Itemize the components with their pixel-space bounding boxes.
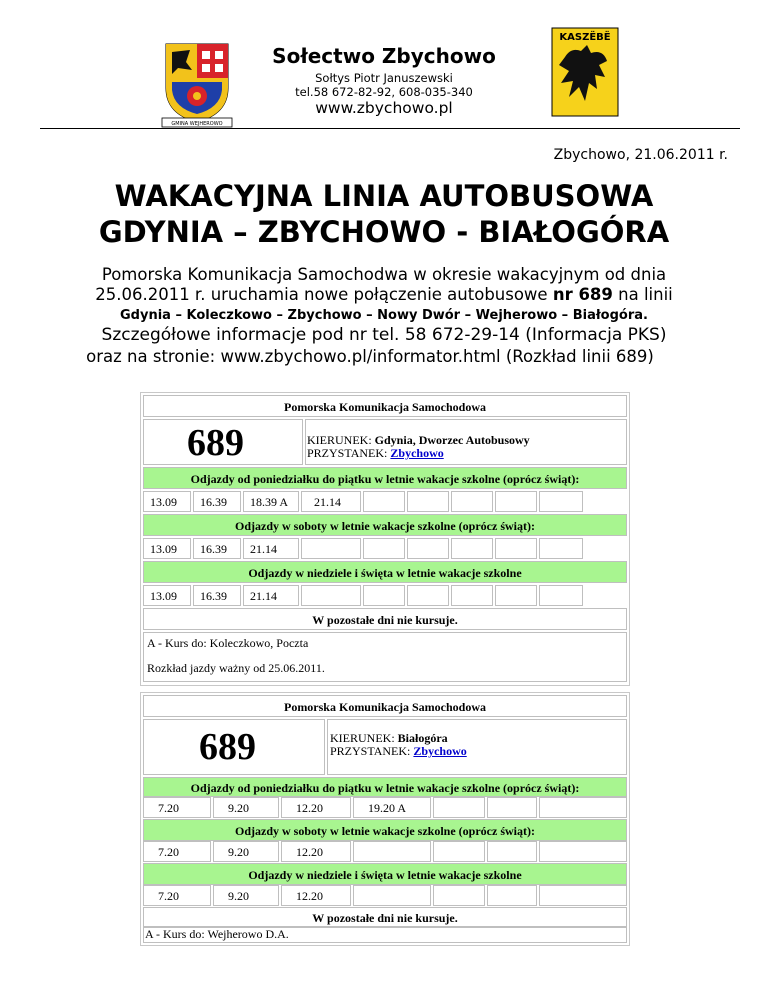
header-website[interactable]: www.zbychowo.pl bbox=[315, 99, 453, 117]
timetable-bialogora bbox=[140, 692, 630, 946]
saturday-times-row bbox=[143, 841, 627, 862]
saturday-header: Odjazdy w soboty w letnie wakacje szkolne (oprócz świąt): bbox=[143, 819, 627, 841]
departure-time bbox=[451, 491, 493, 512]
departure-time bbox=[495, 538, 537, 559]
departure-time bbox=[407, 538, 449, 559]
departure-time: 16.39 bbox=[193, 585, 241, 606]
direction-label: KIERUNEK: bbox=[307, 433, 375, 447]
crest-label: GMINA WEJHEROWO bbox=[171, 121, 223, 127]
intro-line-number: nr 689 bbox=[552, 285, 613, 304]
departure-time bbox=[495, 585, 537, 606]
header-phone: tel.58 672-82-92, 608-035-340 bbox=[295, 85, 473, 99]
main-title-line2: GDYNIA – ZBYCHOWO - BIAŁOGÓRA bbox=[98, 215, 670, 249]
departure-time: 7.20 bbox=[143, 841, 211, 862]
departure-time bbox=[301, 538, 361, 559]
departure-time bbox=[487, 797, 537, 818]
kaszebe-label: KASZËBË bbox=[559, 32, 611, 43]
departure-time: 13.09 bbox=[143, 538, 191, 559]
departure-time bbox=[539, 797, 627, 818]
departure-time bbox=[353, 885, 431, 906]
main-title-line1: WAKACYJNA LINIA AUTOBUSOWA bbox=[114, 179, 654, 213]
intro-line2-post: na linii bbox=[612, 285, 673, 304]
departure-time bbox=[433, 885, 485, 906]
departure-time: 21.14 bbox=[301, 491, 361, 512]
line-number: 689 bbox=[187, 422, 244, 464]
header-divider bbox=[40, 128, 740, 129]
weekday-times-row bbox=[143, 491, 627, 512]
departure-time bbox=[539, 491, 583, 512]
weekday-header: Odjazdy od poniedziałku do piątku w letnie wakacje szkolne (oprócz świąt): bbox=[143, 777, 627, 797]
validity-note: Rozkład jazdy ważny od 25.06.2011. bbox=[147, 661, 325, 675]
sunday-times-row bbox=[143, 885, 627, 906]
weekday-times-row bbox=[143, 797, 627, 818]
course-note: A - Kurs do: Koleczkowo, Poczta bbox=[147, 636, 309, 650]
line-number: 689 bbox=[199, 726, 256, 768]
departure-time bbox=[363, 585, 405, 606]
course-note: A - Kurs do: Wejherowo D.A. bbox=[145, 927, 289, 941]
stop-label: PRZYSTANEK: bbox=[330, 744, 414, 758]
departure-time: 19.20 A bbox=[353, 797, 431, 818]
stop-link[interactable]: Zbychowo bbox=[413, 744, 467, 758]
departure-time: 7.20 bbox=[143, 885, 211, 906]
no-service-note: W pozostałe dni nie kursuje. bbox=[143, 608, 627, 630]
departure-time bbox=[495, 491, 537, 512]
route-description: Gdynia – Koleczkowo – Zbychowo – Nowy Dwór – Wejherowo – Białogóra. bbox=[120, 308, 648, 323]
departure-time: 12.20 bbox=[281, 797, 351, 818]
departure-time: 12.20 bbox=[281, 841, 351, 862]
info-website: oraz na stronie: www.zbychowo.pl/informator.html (Rozkład linii 689) bbox=[86, 347, 654, 366]
direction-info bbox=[330, 732, 467, 758]
intro-line2-pre: 25.06.2011 r. uruchamia nowe połączenie autobusowe bbox=[95, 285, 553, 304]
departure-time bbox=[433, 797, 485, 818]
departure-time bbox=[539, 538, 583, 559]
departure-time: 9.20 bbox=[213, 885, 279, 906]
direction-info bbox=[307, 434, 530, 460]
departure-time: 12.20 bbox=[281, 885, 351, 906]
departure-time bbox=[353, 841, 431, 862]
departure-time bbox=[451, 538, 493, 559]
departure-time bbox=[363, 491, 405, 512]
departure-time bbox=[301, 585, 361, 606]
intro-line1: Pomorska Komunikacja Samochodwa w okresie wakacyjnym od dnia bbox=[101, 265, 667, 284]
main-title bbox=[0, 178, 768, 250]
departure-time: 13.09 bbox=[143, 491, 191, 512]
timetable-company: Pomorska Komunikacja Samochodowa bbox=[143, 695, 627, 717]
departure-time bbox=[487, 841, 537, 862]
sunday-times-row bbox=[143, 585, 627, 606]
departure-time bbox=[407, 585, 449, 606]
document-date: Zbychowo, 21.06.2011 r. bbox=[553, 147, 728, 163]
direction-value: Gdynia, Dworzec Autobusowy bbox=[374, 433, 530, 447]
departure-time: 9.20 bbox=[213, 797, 279, 818]
info-phone: Szczegółowe informacje pod nr tel. 58 672-29-14 (Informacja PKS) bbox=[101, 325, 667, 345]
header-title: Sołectwo Zbychowo bbox=[272, 44, 496, 68]
saturday-times-row bbox=[143, 538, 627, 559]
departure-time bbox=[539, 885, 627, 906]
no-service-note: W pozostałe dni nie kursuje. bbox=[143, 907, 627, 927]
direction-label: KIERUNEK: bbox=[330, 731, 398, 745]
departure-time: 21.14 bbox=[243, 538, 299, 559]
timetable-gdynia bbox=[140, 392, 630, 686]
sunday-header: Odjazdy w niedziele i święta w letnie wakacje szkolne bbox=[143, 561, 627, 583]
departure-time: 7.20 bbox=[143, 797, 211, 818]
departure-time bbox=[487, 885, 537, 906]
departure-time: 18.39 A bbox=[243, 491, 299, 512]
timetable-company: Pomorska Komunikacja Samochodowa bbox=[143, 395, 627, 417]
header-soltys: Sołtys Piotr Januszewski bbox=[315, 71, 453, 85]
departure-time: 16.39 bbox=[193, 491, 241, 512]
departure-time bbox=[433, 841, 485, 862]
saturday-header: Odjazdy w soboty w letnie wakacje szkolne (oprócz świąt): bbox=[143, 514, 627, 536]
departure-time: 16.39 bbox=[193, 538, 241, 559]
departure-time bbox=[407, 491, 449, 512]
departure-time: 21.14 bbox=[243, 585, 299, 606]
weekday-header: Odjazdy od poniedziałku do piątku w letnie wakacje szkolne (oprócz świąt): bbox=[143, 467, 627, 489]
departure-time: 9.20 bbox=[213, 841, 279, 862]
departure-time: 13.09 bbox=[143, 585, 191, 606]
departure-time bbox=[363, 538, 405, 559]
direction-value: Białogóra bbox=[397, 731, 448, 745]
stop-link[interactable]: Zbychowo bbox=[390, 446, 444, 460]
stop-label: PRZYSTANEK: bbox=[307, 446, 391, 460]
departure-time bbox=[539, 585, 583, 606]
intro-line2 bbox=[0, 285, 768, 304]
departure-time bbox=[539, 841, 627, 862]
departure-time bbox=[451, 585, 493, 606]
sunday-header: Odjazdy w niedziele i święta w letnie wakacje szkolne bbox=[143, 863, 627, 885]
